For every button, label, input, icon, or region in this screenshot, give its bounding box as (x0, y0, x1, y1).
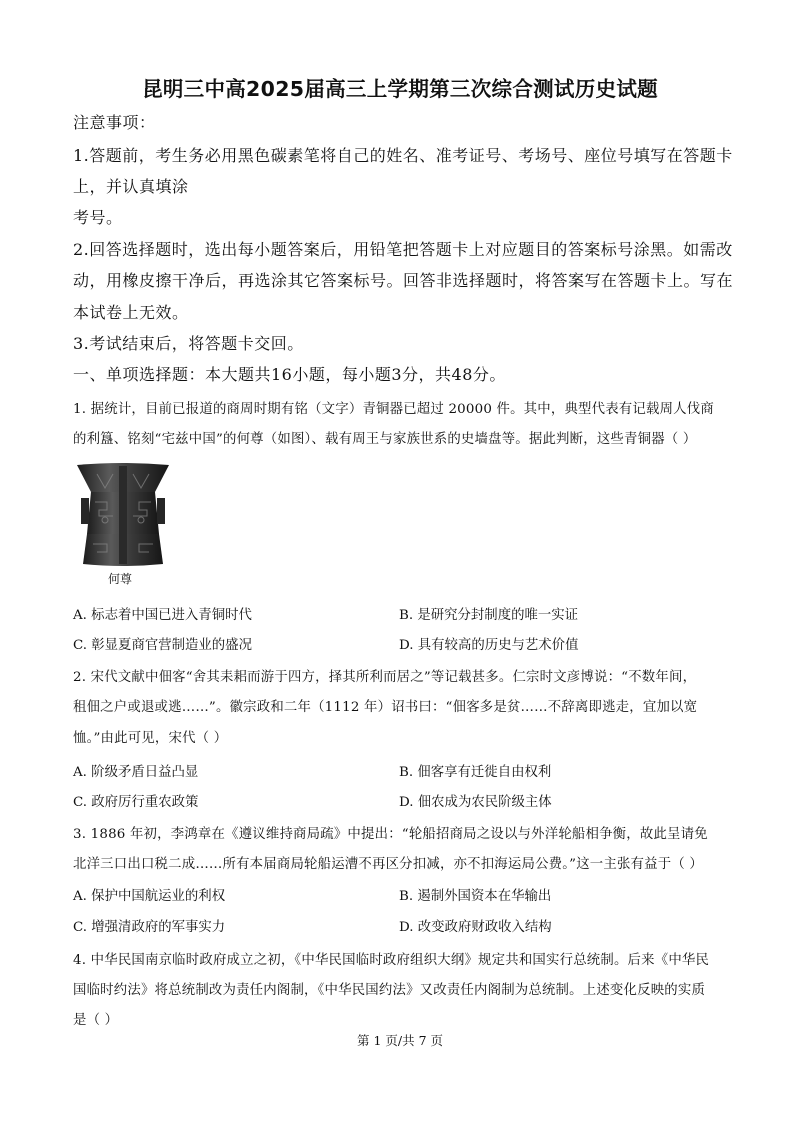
question-3-text: 3. 1886 年初，李鸿章在《遵议维持商局疏》中提出：“轮船招商局之设以与外洋轮船相争衡，故此呈请免 (73, 827, 708, 842)
question-1-option-c: C. 彰显夏商官营制造业的盛况 (73, 638, 252, 653)
notice-line: 3.考试结束后，将答题卡交回。 (73, 334, 304, 353)
question-3-option-a: A. 保护中国航运业的利权 (73, 889, 226, 904)
question-2-text: 恤。”由此可见，宋代（ ） (73, 731, 228, 746)
question-2-text: 2. 宋代文献中佃客“舍其耒耜而游于四方，择其所利而居之”等记载甚多。仁宗时文彦博说：“不数年间， (73, 670, 697, 685)
question-4-text: 国临时约法》将总统制改为责任内阁制，《中华民国约法》又改责任内阁制为总统制。上述变化反映的实质 (73, 983, 706, 998)
notice-line: 动，用橡皮擦干净后，再选涂其它答案标号。回答非选择题时，将答案写在答题卡上。写在 (73, 271, 734, 290)
question-4-text: 是（ ） (73, 1013, 119, 1028)
image-caption: 何尊 (108, 572, 133, 586)
page-footer: 第 1 页/共 7 页 (356, 1033, 443, 1048)
question-3-option-d: D. 改变政府财政收入结构 (399, 920, 552, 935)
question-4-text: 4. 中华民国南京临时政府成立之初，《中华民国临时政府组织大纲》规定共和国实行总统制。后来《中华民 (73, 953, 710, 968)
question-2-option-d: D. 佃农成为农民阶级主体 (399, 795, 552, 810)
section-heading: 一、单项选择题：本大题共16小题，每小题3分，共48分。 (73, 365, 506, 384)
notice-line: 1.答题前，考生务必用黑色碳素笔将自己的姓名、准考证号、考场号、座位号填写在答题卡 (73, 146, 733, 165)
question-1-option-b: B. 是研究分封制度的唯一实证 (399, 608, 579, 623)
notice-line: 本试卷上无效。 (73, 303, 189, 322)
notice-line: 考号。 (73, 208, 123, 227)
notice-line: 上，并认真填涂 (73, 177, 189, 196)
question-1-option-a: A. 标志着中国已进入青铜时代 (73, 608, 252, 623)
question-1-option-d: D. 具有较高的历史与艺术价值 (399, 638, 579, 653)
he-zun-bronze-image (73, 462, 173, 568)
question-3-option-c: C. 增强清政府的军事实力 (73, 920, 226, 935)
page-title: 昆明三中高2025届高三上学期第三次综合测试历史试题 (142, 77, 658, 101)
question-3-text: 北洋三口出口税二成……所有本届商局轮船运漕不再区分扣减，亦不扣海运局公费。”这一主张有益于（ ） (73, 857, 703, 872)
notice-line: 2.回答选择题时，选出每小题答案后，用铅笔把答题卡上对应题目的答案标号涂黑。如需改 (73, 240, 733, 259)
question-2-option-b: B. 佃客享有迁徙自由权利 (399, 765, 552, 780)
question-2-option-a: A. 阶级矛盾日益凸显 (73, 765, 199, 780)
notice-heading: 注意事项： (73, 113, 156, 132)
question-2-option-c: C. 政府厉行重农政策 (73, 795, 199, 810)
question-3-option-b: B. 遏制外国资本在华输出 (399, 889, 552, 904)
question-2-text: 租佃之户或退或逃……”。徽宗政和二年（1112 年）诏书曰：“佃客多是贫……不辞离即逃走，宜加以宽 (73, 700, 698, 715)
question-1-text: 的利簋、铭刻“宅兹中国”的何尊（如图）、载有周王与家族世系的史墙盘等。据此判断，这些青铜器（ ） (73, 432, 697, 447)
question-1-text: 1. 据统计，目前已报道的商周时期有铭（文字）青铜器已超过 20000 件。其中，典型代表有记载周人伐商 (73, 402, 714, 417)
